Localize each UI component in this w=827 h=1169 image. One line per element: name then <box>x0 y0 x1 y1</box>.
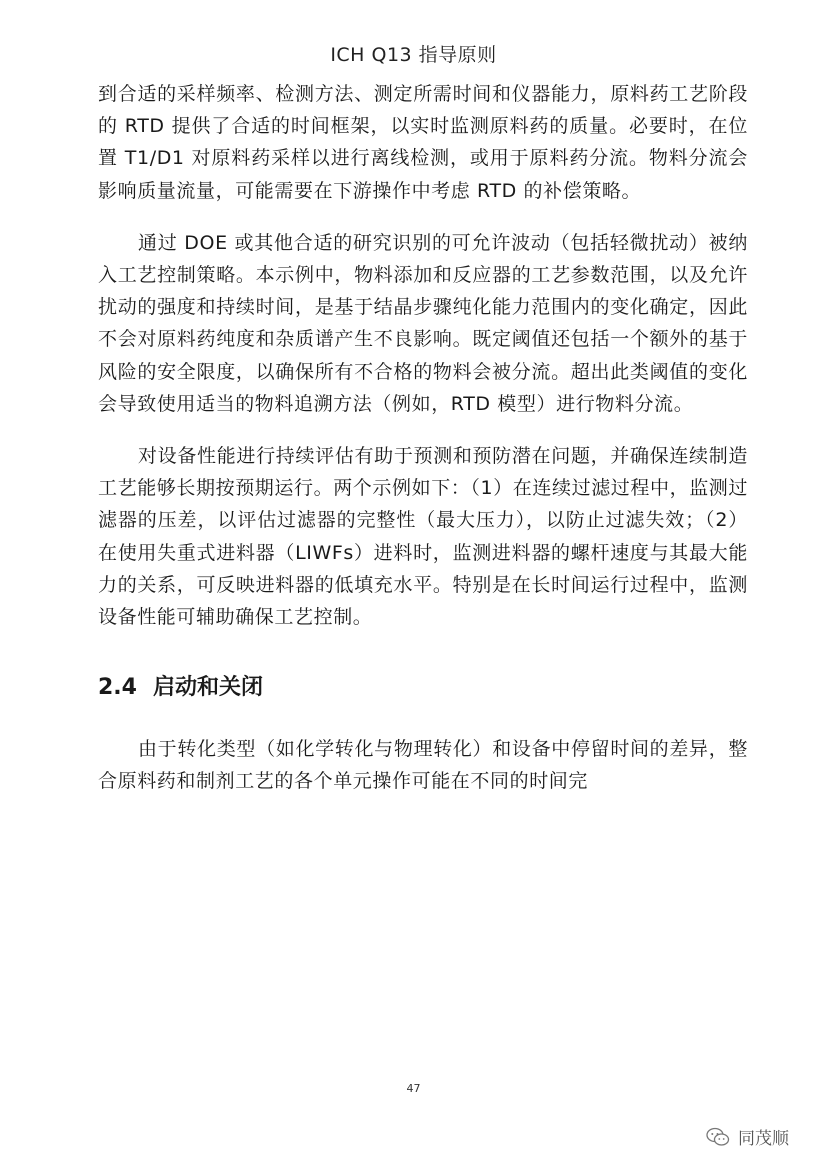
document-body <box>98 78 748 798</box>
paragraph-gap <box>98 207 748 227</box>
section-number: 2.4 <box>98 675 137 701</box>
running-header: ICH Q13 指导原则 <box>330 44 497 66</box>
wechat-watermark <box>706 1124 789 1149</box>
paragraph-allowable-disturbance: 通过 DOE 或其他合适的研究识别的可允许波动（包括轻微扰动）被纳入工艺控制策略。本示例中，物料添加和反应器的工艺参数范围，以及允许扰动的强度和持续时间，是基于结晶步骤纯化能力范围内的变化确定，因此不会对原料药纯度和杂质谱产生不良影响。既定阈值还包括一个额外的基于风险的安全限度，以确保所有不合格的物料会被分流。超出此类阈值的变化会导致使用适当的物料追溯方法（例如，RTD 模型）进行物料分流。 <box>98 231 748 415</box>
wechat-icon <box>706 1127 730 1147</box>
paragraph-gap <box>98 420 748 440</box>
paragraph-startup-shutdown: 由于转化类型（如化学转化与物理转化）和设备中停留时间的差异，整合原料药和制剂工艺的各个单元操作可能在不同的时间完 <box>98 738 748 793</box>
watermark-label: 同茂顺 <box>738 1129 789 1149</box>
section-title: 启动和关闭 <box>152 675 263 701</box>
paragraph-equipment-performance: 对设备性能进行持续评估有助于预测和预防潜在问题，并确保连续制造工艺能够长期按预期运行。两个示例如下：（1）在连续过滤过程中，监测过滤器的压差，以评估过滤器的完整性（最大压力），以防止过滤失效；（2）在使用失重式进料器（LIWFs）进料时，监测进料器的螺杆速度与其最大能力的关系，可反映进料器的低填充水平。特别是在长时间运行过程中，监测设备性能可辅助确保工艺控制。 <box>98 445 748 629</box>
page-number: 47 <box>406 1082 421 1095</box>
paragraph-rtd-monitoring: 到合适的采样频率、检测方法、测定所需时间和仪器能力，原料药工艺阶段的 RTD 提供了合适的时间框架，以实时监测原料药的质量。必要时，在位置 T1/D1 对原料药采样以进行离线检测，或用于原料药分流。物料分流会影响质量流量，可能需要在下游操作中考虑 RTD 的补偿策略。 <box>98 83 748 202</box>
section-heading <box>98 673 748 703</box>
